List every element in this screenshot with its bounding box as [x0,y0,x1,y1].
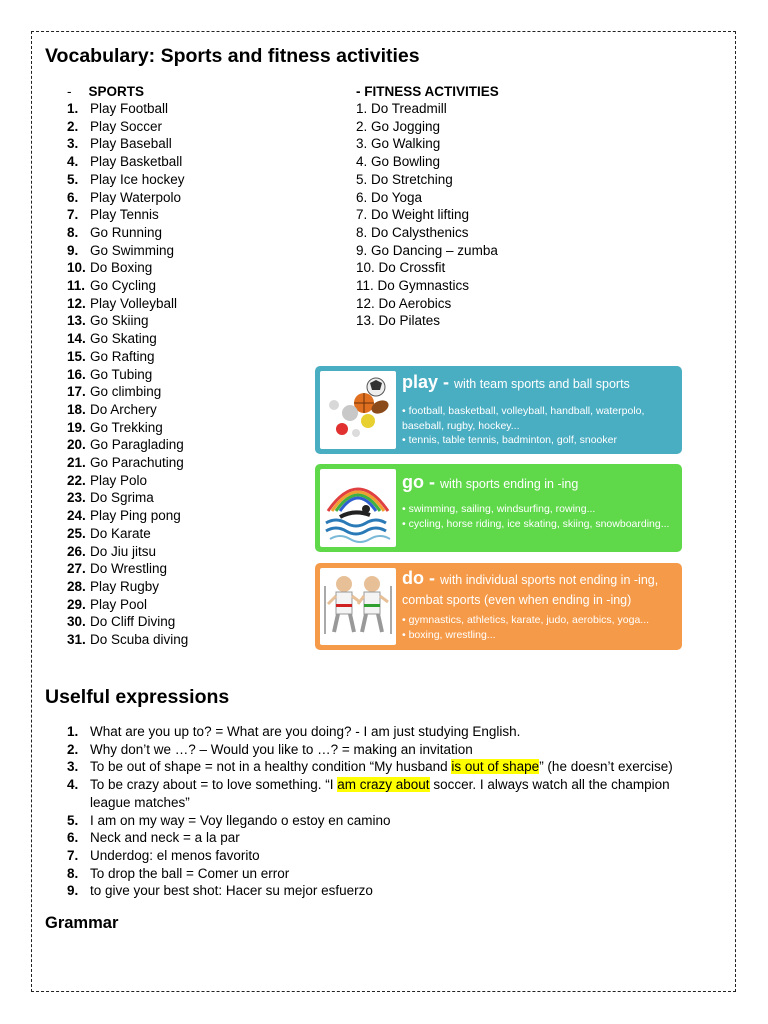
text-part: soccer. I always watch all the champion league matches” [90,777,670,810]
item-text: Go climbing [90,384,162,400]
list-item [67,295,188,313]
item-text: Go Tubing [90,366,153,382]
item-number: 19. [67,419,86,435]
item-text: Go Cycling [90,278,157,294]
item-number: 8. [67,865,79,881]
item-text: Play Polo [90,472,148,488]
item-number: 23. [67,490,86,506]
item-text: What are you up to? = What are you doing? - I am just studying English. [90,724,521,739]
list-item [67,489,188,507]
item-number: 14. [67,331,86,347]
do-heading [402,569,677,609]
sports-heading-dash: - [67,84,72,99]
list-item: 11. Do Gymnastics [356,278,470,294]
item-number: 27. [67,561,86,577]
item-text: Do Scuba diving [90,632,189,648]
item-text: Go Trekking [90,419,163,435]
item-number: 6. [67,189,79,205]
item-number: 4. [67,777,79,793]
swimmer-image [320,469,396,547]
list-item: 10. Do Crossfit [356,260,446,276]
item-text: Play Rugby [90,578,160,594]
go-word: go - [402,472,435,492]
fitness-heading: - FITNESS ACTIVITIES [356,84,499,99]
list-item [67,153,188,171]
item-text: Play Basketball [90,154,183,170]
expressions-heading: Uselful expressions [45,686,230,708]
list-item [67,596,188,614]
item-text: Go Parachuting [90,455,184,471]
item-number: 26. [67,543,86,559]
list-item [67,383,188,401]
list-item [67,312,188,330]
item-number: 1. [67,101,79,116]
list-item [67,277,188,295]
highlighted-phrase: is out of shape [451,759,540,775]
list-item [67,865,707,883]
list-item [67,224,188,242]
expressions-list [67,723,707,900]
item-number: 6. [67,830,79,846]
item-number: 18. [67,401,86,417]
item-text: Go Paraglading [90,437,184,453]
list-item [67,882,707,900]
item-text: Go Swimming [90,242,175,258]
item-text: Play Football [90,101,169,116]
list-item [67,741,707,759]
go-bullet: • cycling, horse riding, ice skating, skiing, snowboarding... [402,517,670,530]
text-part: To be crazy about = to love something. “I [90,777,338,793]
item-number: 9. [67,242,79,258]
list-item [67,578,188,596]
list-item [67,507,188,525]
list-item [67,543,188,561]
list-item [67,525,188,543]
do-bullets [402,613,677,642]
list-item: 6. Do Yoga [356,189,423,205]
go-card [315,464,682,552]
play-card [315,366,682,454]
list-item: 3. Go Walking [356,136,441,152]
play-bullet: • football, basketball, volleyball, handball, waterpolo, baseball, rugby, hockey... [402,405,645,432]
play-bullet: • tennis, table tennis, badminton, golf, snooker [402,434,617,446]
list-item [67,100,188,118]
item-number: 2. [67,118,79,134]
item-number: 29. [67,596,86,612]
item-text: Do Boxing [90,260,153,276]
list-item [67,631,188,649]
list-item [67,454,188,472]
item-text: Do Karate [90,525,151,541]
item-number: 12. [67,295,86,311]
list-item: 1. Do Treadmill [356,101,447,116]
list-item: 8. Do Calysthenics [356,224,469,240]
list-item [67,613,188,631]
item-text: Why don’t we …? – Would you like to …? = making an invitation [90,741,473,757]
list-item: 2. Go Jogging [356,118,441,134]
item-number: 30. [67,614,86,630]
item-text: to give your best shot: Hacer su mejor esfuerzo [90,883,373,899]
item-number: 25. [67,525,86,541]
item-number: 8. [67,224,79,240]
item-number: 28. [67,578,86,594]
list-item [67,135,188,153]
item-number: 9. [67,883,79,899]
list-item: 7. Do Weight lifting [356,207,470,223]
item-number: 5. [67,171,79,187]
item-number: 2. [67,741,79,757]
item-text: Play Ice hockey [90,171,185,187]
item-text [90,758,673,776]
play-desc: with team sports and ball sports [454,377,630,391]
item-text: I am on my way = Voy llegando o estoy en camino [90,812,391,828]
text-part: To be out of shape = not in a healthy condition “My husband [90,759,452,775]
do-bullet: • gymnastics, athletics, karate, judo, aerobics, yoga... [402,614,650,626]
item-number: 24. [67,508,86,524]
item-number: 15. [67,348,86,364]
list-item [67,242,188,260]
item-text: Do Archery [90,401,157,417]
sports-heading [67,84,144,99]
swimmer-icon [320,469,396,547]
go-heading [402,472,578,493]
item-number: 17. [67,384,86,400]
item-number: 13. [67,313,86,329]
list-item [67,330,188,348]
item-number: 1. [67,724,79,739]
item-number: 7. [67,847,79,863]
item-text: Play Ping pong [90,508,181,524]
list-item [67,758,707,776]
item-number: 5. [67,812,79,828]
item-text: Do Wrestling [90,561,168,577]
list-item [67,189,188,207]
sports-list [67,100,188,649]
go-desc: with sports ending in -ing [440,477,579,491]
item-text: To drop the ball = Comer un error [90,865,290,881]
list-item [67,472,188,490]
list-item: 12. Do Aerobics [356,295,452,311]
play-word: play - [402,372,450,392]
do-bullet: • boxing, wrestling... [402,628,496,641]
list-item [67,847,707,865]
item-number: 16. [67,366,86,382]
item-text: Go Rafting [90,348,155,364]
list-item [67,560,188,578]
list-item: 9. Go Dancing – zumba [356,242,498,258]
item-text: Go Skiing [90,313,149,329]
do-desc: with individual sports not ending in -ing, combat sports (even when ending in -ing) [402,573,659,607]
go-bullets [402,502,677,531]
list-item [67,401,188,419]
item-text: Do Sgrima [90,490,154,506]
karate-image [320,568,396,645]
fitness-list [356,100,498,330]
do-card [315,563,682,650]
play-bullets [402,404,677,448]
text-part: ” (he doesn’t exercise) [539,759,673,775]
list-item [67,436,188,454]
list-item [67,259,188,277]
item-number: 20. [67,437,86,453]
item-text: Play Tennis [90,207,159,223]
item-text: Play Soccer [90,118,163,134]
list-item [67,118,188,136]
item-text: Go Skating [90,331,157,347]
list-item [67,776,707,811]
sports-balls-image [320,371,396,449]
item-number: 4. [67,154,79,170]
list-item: 5. Do Stretching [356,171,453,187]
item-number: 31. [67,632,86,648]
karate-icon [320,568,396,645]
sports-heading-label: SPORTS [88,84,145,99]
list-item [67,812,707,830]
item-text: Play Pool [90,596,148,612]
list-item [67,723,707,741]
list-item [67,171,188,189]
item-text: Do Jiu jitsu [90,543,157,559]
item-text: Neck and neck = a la par [90,830,240,846]
item-number: 11. [67,278,86,294]
play-heading [402,372,630,393]
item-text: Do Cliff Diving [90,614,176,630]
item-text: Play Volleyball [90,295,178,311]
item-number: 21. [67,455,86,471]
item-number: 22. [67,472,86,488]
item-text: Go Running [90,224,163,240]
item-text: Play Waterpolo [90,189,182,205]
item-number: 10. [67,260,86,276]
do-word: do - [402,568,435,588]
list-item: 13. Do Pilates [356,313,441,329]
go-bullet: • swimming, sailing, windsurfing, rowing... [402,503,596,515]
grammar-heading: Grammar [45,914,119,932]
list-item [67,348,188,366]
item-number: 3. [67,759,79,775]
list-item [67,419,188,437]
item-text: Underdog: el menos favorito [90,847,260,863]
item-number: 3. [67,136,79,152]
item-number: 7. [67,207,79,223]
highlighted-phrase: am crazy about [337,777,430,793]
list-item [67,206,188,224]
item-text: Play Baseball [90,136,172,152]
page-title: Vocabulary: Sports and fitness activities [45,45,420,67]
list-item [67,829,707,847]
list-item: 4. Go Bowling [356,154,441,170]
balls-icon [320,371,396,449]
list-item [67,366,188,384]
item-text [90,776,707,811]
